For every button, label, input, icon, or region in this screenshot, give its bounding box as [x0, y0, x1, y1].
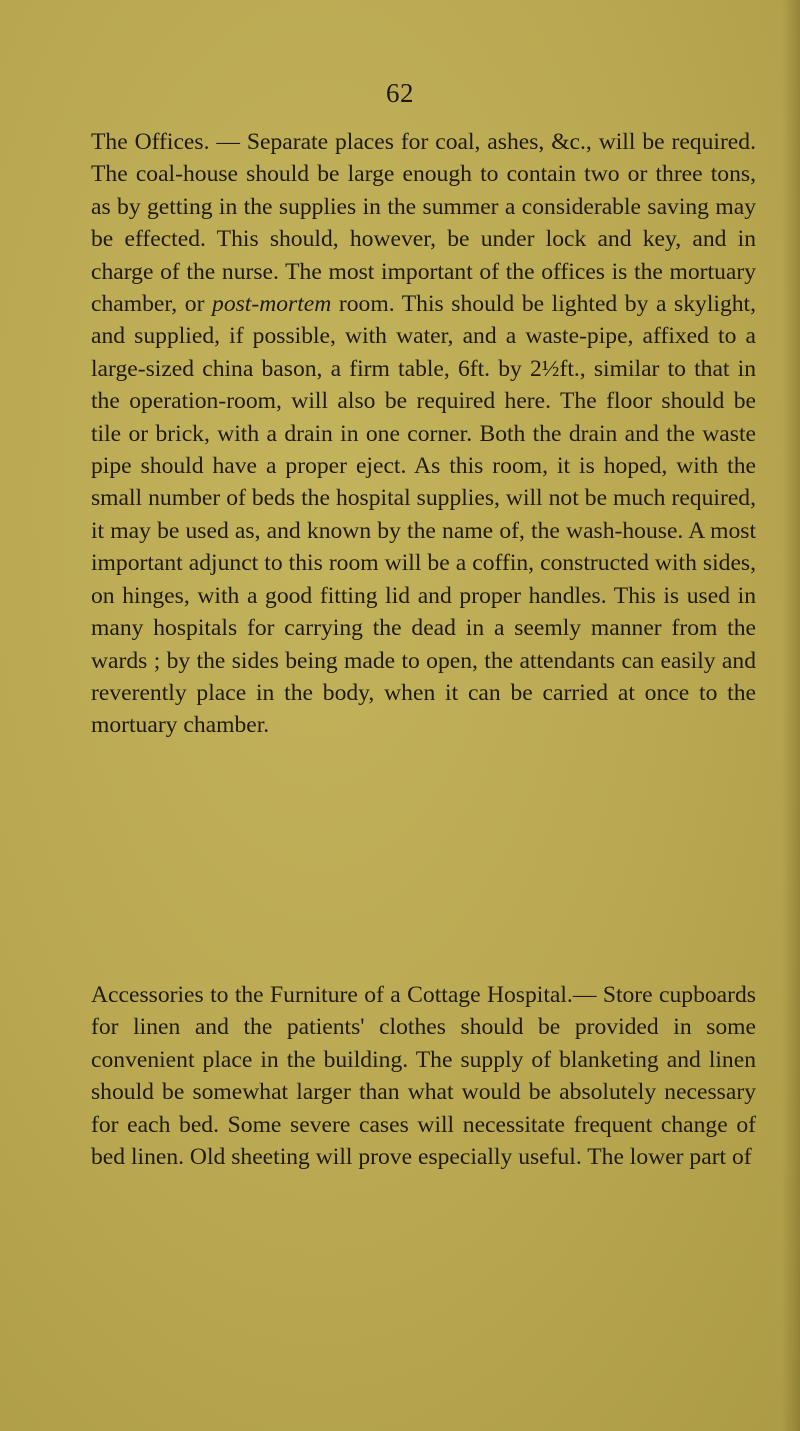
- paragraph-heading-accessories: Accessories to the Furniture of a Cottage Hospital.: [91, 982, 573, 1008]
- paragraph-heading-offices: The Offices.: [91, 129, 210, 155]
- paragraph-accessories: [91, 979, 756, 1173]
- paragraph-text-accessories: — Store cupboards for linen and the patients' clothes should be provided in some convenient place in the building. The supply of blanketing and linen should be somewhat larger than what would be absolutely necessary for each bed. Some severe cases will necessitate frequent change of bed linen. Old sheeting will prove especially useful. The lower part of: [91, 982, 756, 1171]
- page-number: 62: [386, 78, 414, 108]
- paragraph-text-offices-part-1: — Separate places for coal, ashes, &c., will be required. The coal-house should be large enough to contain two or three tons, as by getting in the supplies in the summer a considerable saving may be effected. This should, however, be under lock and key, and in charge of the nurse. The most important of the offices is the mortuary chamber, or: [91, 129, 756, 318]
- paragraph-text-offices-part-2: room. This should be lighted by a skylight, and supplied, if possible, with water, and a waste-pipe, affixed to a large-sized china bason, a firm table, 6ft. by 2½ft., similar to that in the operation-room, will also be required here. The floor should be tile or brick, with a drain in one corner. Both the drain and the waste pipe should have a proper eject. As this room, it is hoped, with the small number of beds the hospital supplies, will not be much required, it may be used as, and known by the name of, the wash-house. A most important adjunct to this room will be a coffin, constructed with sides, on hinges, with a good fitting lid and proper handles. This is used in many hospitals for carrying the dead in a seemly manner from the wards ; by the sides being made to open, the attendants can easily and reverently place in the body, when it can be carried at once to the mortuary chamber.: [91, 291, 756, 739]
- paragraph-italic-post-mortem: post-mortem: [212, 291, 332, 318]
- paragraph-offices: [91, 126, 756, 742]
